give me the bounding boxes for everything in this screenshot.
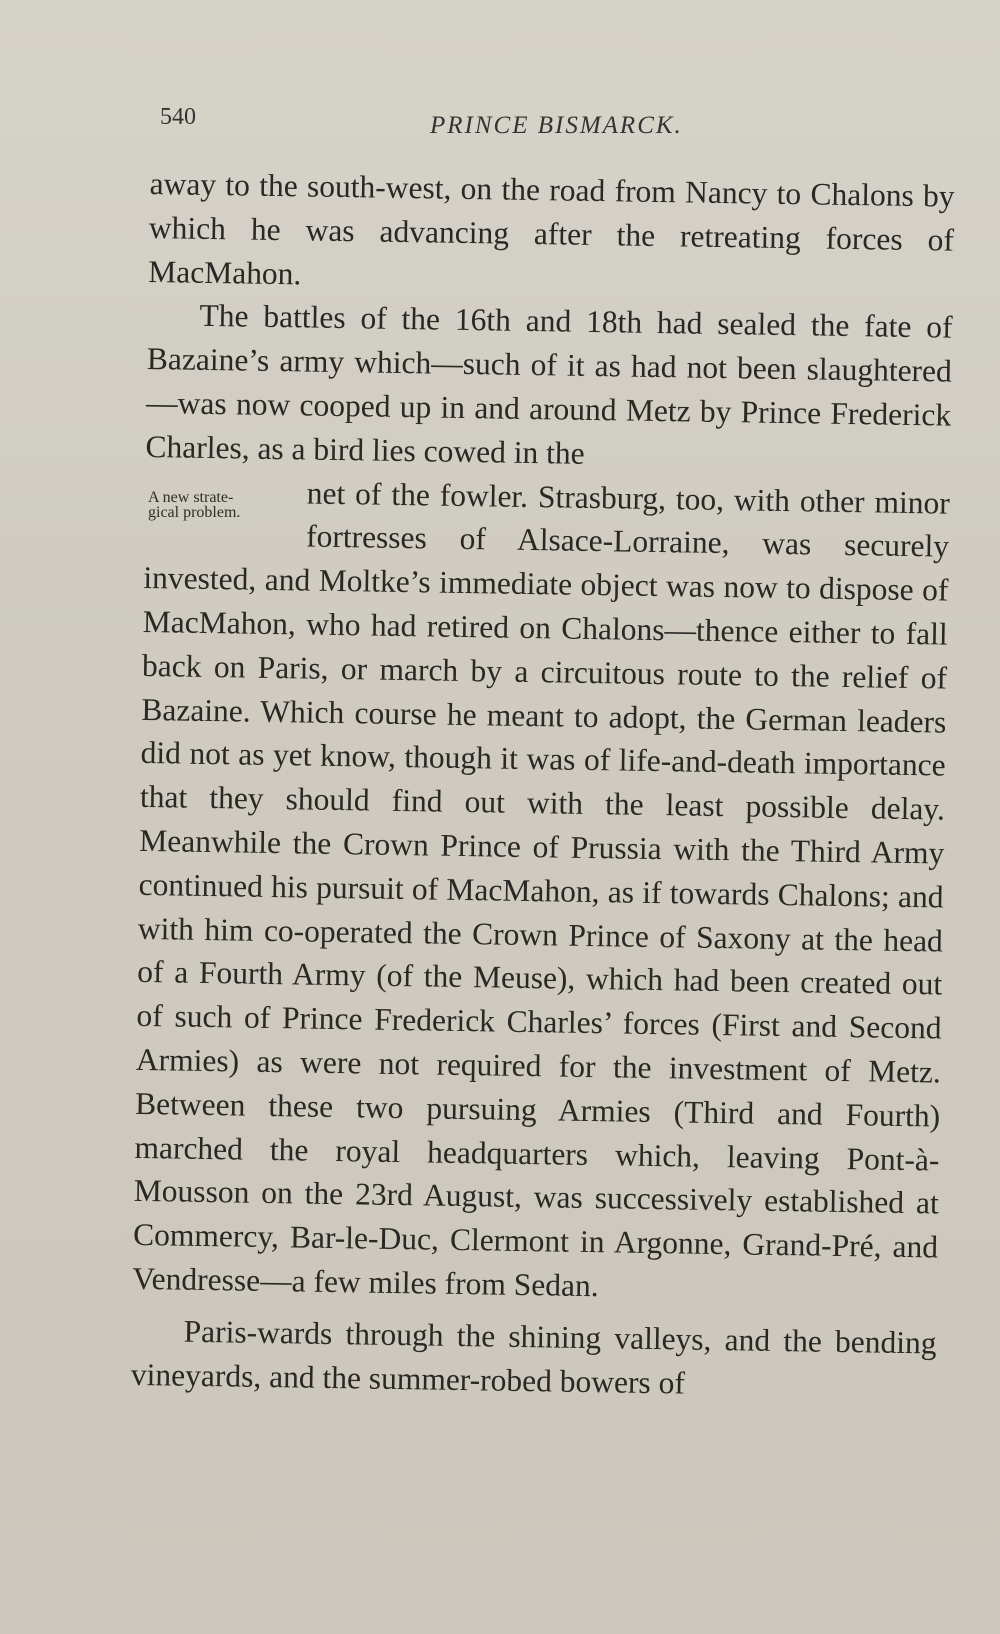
page-number: 540: [160, 104, 196, 130]
margin-note-line-1: A new strate-: [148, 489, 234, 506]
paragraph-2-continued: [132, 469, 950, 1314]
running-title: PRINCE BISMARCK.: [430, 112, 683, 139]
paragraph-3: Paris-wards through the shining valleys, and the bending vineyards, and the summer-robed bowers of: [130, 1313, 937, 1401]
paragraph-2: The battles of the 16th and 18th had sealed the fate of Bazaine’s army which—such of it as had not been slaughtered—was now cooped up in and around Metz by Prince Frederick Charles, as a bird lies cowed in the: [145, 298, 953, 471]
page-header: [160, 98, 730, 138]
paragraph-2-continued-text: net of the fowler. Strasburg, too, with other minor fortresses of Alsace-Lorraine, was securely invested, and Moltke’s immediate object was now to dispose of MacMahon, who had retired on Chalons—thence either to fall back on Paris, or march by a circuitous route to the relief of Bazaine. Which course he meant to adopt, the German leaders did not as yet know, though it was of life-and-death importance that they should find out with the least possible delay. Meanwhile the Crown Prince of Prussia with the Third Army continued his pursuit of MacMahon, as if towards Chalons; and with him co-operated the Crown Prince of Saxony at the head of a Fourth Army (of the Meuse), which had been created out of such of Prince Frederick Charles’ forces (First and Second Armies) as were not required for the investment of Metz. Between these two pursuing Armies (Third and Fourth) marched the royal headquarters which, leaving Pont-à-Mousson on the 23rd August, was successively established at Commercy, Bar-le-Duc, Clermont in Argonne, Grand-Pré, and Vendresse—a few miles from Sedan.: [132, 475, 951, 1304]
margin-note-line-2: gical problem.: [148, 504, 241, 521]
margin-note: [148, 490, 298, 520]
body-text: [131, 162, 955, 1409]
paragraph-1: away to the south-west, on the road from Nancy to Chalons by which he was advancing after the retreating forces of MacMahon.: [148, 165, 955, 291]
